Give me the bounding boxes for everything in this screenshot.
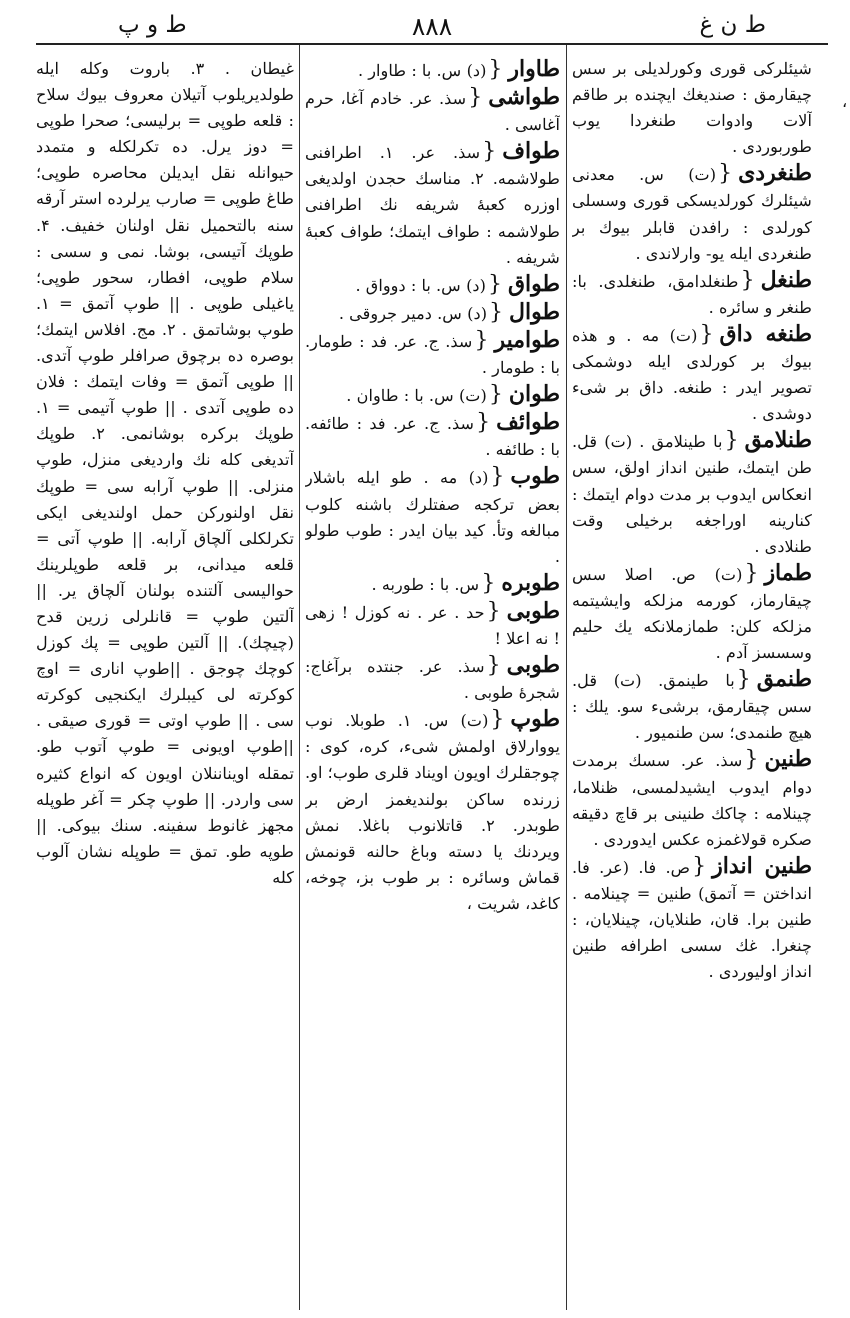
- dictionary-entry: طنغه داق{(ت) مه . و هذه بیوك بر کورلدی ایله دوشمکی تصویر ایدر : طنغه. داق بر شیء دوشدی .: [572, 320, 812, 424]
- headword: طوائف: [496, 409, 560, 436]
- headword: طواق: [507, 270, 560, 297]
- headword: طواف: [502, 138, 560, 165]
- dictionary-entry: [572, 56, 812, 160]
- headword: طوبره: [501, 569, 560, 596]
- headword: طنمق: [756, 666, 812, 693]
- dictionary-entry: طماز{(ت) ص. اصلا سس چیقارماز، کورمه مزلکه وایشیتمه مزلکه کلن: طمازملانکه یك حلیم وسسسز آدم .: [572, 559, 812, 663]
- entry-text: س. با : طوربه .: [371, 574, 480, 594]
- headword: طنغه داق: [719, 320, 812, 347]
- entry-text: سذ. ج. عر. فد : طومار. با : طومار .: [305, 331, 560, 378]
- entry-text: (ت) س. معدنی شیئلرك کورلدیسکی قوری وسسلی کورلدی : رافدن قابلر بیوك بر طنغردی ایله یو- وارلاندی .: [572, 165, 812, 263]
- dictionary-entry: طوبی{حد . عر . نه کوزل ! زهی ! نه اعلا !: [305, 597, 560, 648]
- dictionary-entry: طوپ{(ت) س. ۱. طوبلا. نوب یووارلاق اولمش شیء، کره، کوی : چوجقلرك اویون اویناد قلری طوب؛ او. زرنده ساکن بولندیغمز ارض بر طوبدر. ۲. قاتلانوب باغلا. نمش ویردنك یا دسته وباغ حالنه قونمش قماش وسائره : بر طوب بز، چوخه، کاغد، شریت ،: [305, 706, 560, 913]
- entry-text: (د) مه . طو ایله باشلار بعض ترکجه صفتلرك باشنه کلوب مبالغه وتأ. کید بیان ایدر : طوب طولو .: [305, 468, 560, 566]
- headword: طوان: [508, 381, 560, 408]
- header-rule: [36, 43, 828, 45]
- page-header: [38, 8, 826, 40]
- entry-text: سذ. عر. سسك برمدت دوام ایدوب ایشیدلمسی، ظنلاما، چینلامه : چاکك طنینی بر قاچ دقیقه صکره قولاغمزه عکس ایدوردی .: [572, 751, 812, 849]
- entry-text: (ت) س. با : طاوان .: [346, 386, 487, 406]
- dictionary-entry: طاوار{(د) س. با : طاوار .: [357, 56, 560, 82]
- running-head-left: ط و پ: [118, 12, 187, 38]
- headword: طوال: [509, 298, 560, 325]
- headword: طاوار: [508, 56, 560, 82]
- headword: طنغردی: [738, 160, 812, 187]
- dictionary-entry: طنمق{با طینمق. (ت) قل. سس چیقارمق، برشیء سو. یلك : هیچ طنمدی؛ سن طنمیور .: [572, 666, 812, 743]
- dictionary-entry: طواق{(د) س. با : دوواق .: [355, 270, 560, 297]
- running-head-right: ط ن غ: [699, 12, 766, 38]
- headword: طوامیر: [494, 326, 560, 353]
- headword: طنین: [764, 746, 812, 773]
- dictionary-entry: طوبی{سذ. عر. جنتده برآغاج: شجرهٔ طوبی .: [305, 652, 560, 703]
- headword: طماز: [764, 559, 812, 586]
- entry-text: با طینلامق . (ت) قل. طن ایتمك، طنین انداز اولق، سس انعکاس ایدوب بر مدت دوام ایتمك : کنارینه اوراجغه برخیلی وقت طنلادی .: [572, 432, 812, 556]
- headword: طوبی: [506, 597, 560, 624]
- headword: طواشی: [488, 84, 560, 111]
- page-number: ۸۸۸: [411, 12, 453, 41]
- dictionary-column-left: [36, 56, 294, 1314]
- entry-text: (د) س. با : دوواق .: [355, 275, 486, 295]
- dictionary-entry: طوبره{س. با : طوربه .: [371, 569, 560, 596]
- dictionary-entry: طنین انداز{ص. فا. (عر. فا. انداختن = آتمق) طنین = چینلامه . طنین برا. قان، طنلایان، چینلایان، : چنغرا. غك سسی اطرافه طنین انداز اولیوردی .: [572, 852, 812, 982]
- entry-text: (ت) مه . و هذه بیوك بر کورلدی ایله دوشمکی تصویر ایدر : طنغه. داق بر شیء دوشدی .: [572, 325, 812, 424]
- dictionary-column-right: [572, 56, 812, 1314]
- dictionary-entry: طواشی{سذ. عر. خادم آغا، حرم آغاسی .: [305, 84, 560, 135]
- dictionary-entry: طوائف{سذ. ج. عر. فد : طائفه. با : طائفه .: [305, 409, 560, 460]
- entry-text: (ت) ص. اصلا سس چیقارماز، کورمه مزلکه وایشیتمه مزلکه کلن: طمازملانکه یك حلیم وسسسز آدم .: [572, 564, 812, 663]
- entry-text: سذ. عر. ۱. اطرافنی طولاشمه. ۲. مناسك حجدن اولدیغی اوزره کعبهٔ شریفه نك اطرافنی طولاشمه : طواف ایتمك؛ طواف کعبهٔ شریفه .: [305, 143, 560, 267]
- continued-entry-text: غیطان . ۳. باروت وکله ایله طولدیریلوب آتیلان معروف بیوك سلاح : قلعه طوپی = برلیسی؛ صحرا طوپی = دوز یرل. ده تکرلکله و متمدد حیوانله نقل ایدیلن محاصره طوپی؛ طاغ طوپی = صارب یرلرده استر آرقه سنه بالتحمیل نقل اولنان خفیف. ۴. طوپك آتیسی، بوشا. نمی و سسی : سلام طوپی، افطار، سحور طوپی؛ یاغیلی طوپی . || طوپ آتمق = ۱. طوپ بوشاتمق . ۲. مج. افلاس ایتمك؛ بوصره ده برچوق صرافلر طوپ آتدی. || طوپی آتمق = وفات ایتمك : فلان ده طوپی آتدی . || طوپ آتیمی = ۱. طوپك برکره بوشانمی. ۲. طوپك آتدیغی کله نك واردیغی منزل، طوپ منزلی. || طوپ آرابه سی = طوپك نقل اولنورکن حمل اولندیغی ایکی تکرلکلی آلچاق آرابه. || طوپ آتی = قلعه میدانی، بر قلعه طوپلرینك حوالیسی آلتنده بولنان آلچاق یر. || آلتین طوپ = قانلرلی زرین قدح (چیچك). || آلتین طوپی = پك کوزل کوچك چوجق . ||طوپ اناری = اوچ کوکرته لی کیبلرك ایکنجیی کوکرته سی . || طوپ اوتی = قوری صیقی . ||طوپ اویونی = طوپ آتوب طو. تمقله اویناننلان اویون که انواع کثیره سی واردر. || طوپ چکر = آغر طوپله مجهز غانوط سفینه. سنك بیوکی. || طوپه طو. تمق = طوپله نشان آلوب کله: [36, 59, 294, 887]
- dictionary-entry: طوال{(د) س. دمیر جروقی .: [338, 298, 560, 325]
- dictionary-entry: طنغردی{(ت) س. معدنی شیئلرك کورلدیسکی قوری وسسلی کورلدی : رافدن قابلر بیوك بر طنغردی ایله یو- وارلاندی .: [572, 160, 812, 263]
- entry-text: حد . عر . نه کوزل ! زهی ! نه اعلا !: [305, 602, 560, 648]
- entry-text: سذ. عر. خادم آغا، حرم آغاسی .: [305, 89, 560, 135]
- entry-text: شیئلرکی قوری وکورلدیلی بر سس چیقارمق : صندیغك ایچنده بر طاقم آلات وادوات طنغردا یوب طوربوردی .: [572, 59, 812, 157]
- headword: طنین انداز: [712, 852, 812, 879]
- entry-text: (د) س. با : طاوار .: [357, 61, 487, 80]
- dictionary-entry: طنلامق{با طینلامق . (ت) قل. طن ایتمك، طنین انداز اولق، سس انعکاس ایدوب بر مدت دوام ایتمك : کنارینه اوراجغه برخیلی وقت طنلادی .: [572, 427, 812, 556]
- headword: طوب: [510, 463, 560, 490]
- entry-text: (ت) س. ۱. طوبلا. نوب یووارلاق اولمش شیء، کره، کوی : چوجقلرك اویون اویناد قلری طوب؛ او. زرنده ساکن بولندیغمز ارض بر طوبدر. ۲. قاتلانوب باغلا. نمش ویردنك یا دسته وباغ حالنه قونمش قماش وسائره : بر طوب بز، چوخه، کاغد، شریت ،: [305, 711, 560, 913]
- headword: طنغل: [760, 266, 812, 293]
- entry-text: طنغلدامق، طنغلدی. با: طنغر و سائره .: [572, 271, 812, 317]
- dictionary-entry: طوامیر{سذ. ج. عر. فد : طومار. با : طومار .: [305, 326, 560, 378]
- dictionary-column-middle: [305, 56, 560, 1314]
- headword: طنلامق: [744, 427, 812, 454]
- entry-text: با طینمق. (ت) قل. سس چیقارمق، برشیء سو. یلك : هیچ طنمدی؛ سن طنمیور .: [572, 671, 812, 743]
- dictionary-entry: طوب{(د) مه . طو ایله باشلار بعض ترکجه صفتلرك باشنه کلوب مبالغه وتأ. کید بیان ایدر : طوب طولو .: [305, 463, 560, 566]
- column-divider-left: [299, 45, 300, 1310]
- entry-text: (د) س. دمیر جروقی .: [338, 303, 488, 323]
- entry-text: سذ. ج. عر. فد : طائفه. با : طائفه .: [305, 414, 560, 460]
- dictionary-entry: طنغل{طنغلدامق، طنغلدی. با: طنغر و سائره .: [572, 266, 812, 317]
- entry-text: سذ. عر. جنتده برآغاج: شجرهٔ طوبی .: [305, 657, 560, 703]
- headword: طوبی: [506, 652, 560, 679]
- dictionary-entry: طواف{سذ. عر. ۱. اطرافنی طولاشمه. ۲. مناسك حجدن اولدیغی اوزره کعبهٔ شریفه نك اطرافنی طولاشمه : طواف ایتمك؛ طواف کعبهٔ شریفه .: [305, 138, 560, 267]
- margin-mark: ،: [842, 92, 848, 111]
- dictionary-entry: طنین{سذ. عر. سسك برمدت دوام ایدوب ایشیدلمسی، ظنلاما، چینلامه : چاکك طنینی بر قاچ دقیقه صکره قولاغمزه عکس ایدوردی .: [572, 746, 812, 849]
- headword: طوپ: [510, 706, 560, 733]
- dictionary-entry: طوان{(ت) س. با : طاوان .: [346, 381, 560, 408]
- entry-text: ص. فا. (عر. فا. انداختن = آتمق) طنین = چینلامه . طنین برا. قان، طنلایان، چینلایان، : چنغرا. غك سسی اطرافه طنین انداز اولیوردی .: [572, 857, 812, 982]
- column-divider-right: [566, 45, 567, 1310]
